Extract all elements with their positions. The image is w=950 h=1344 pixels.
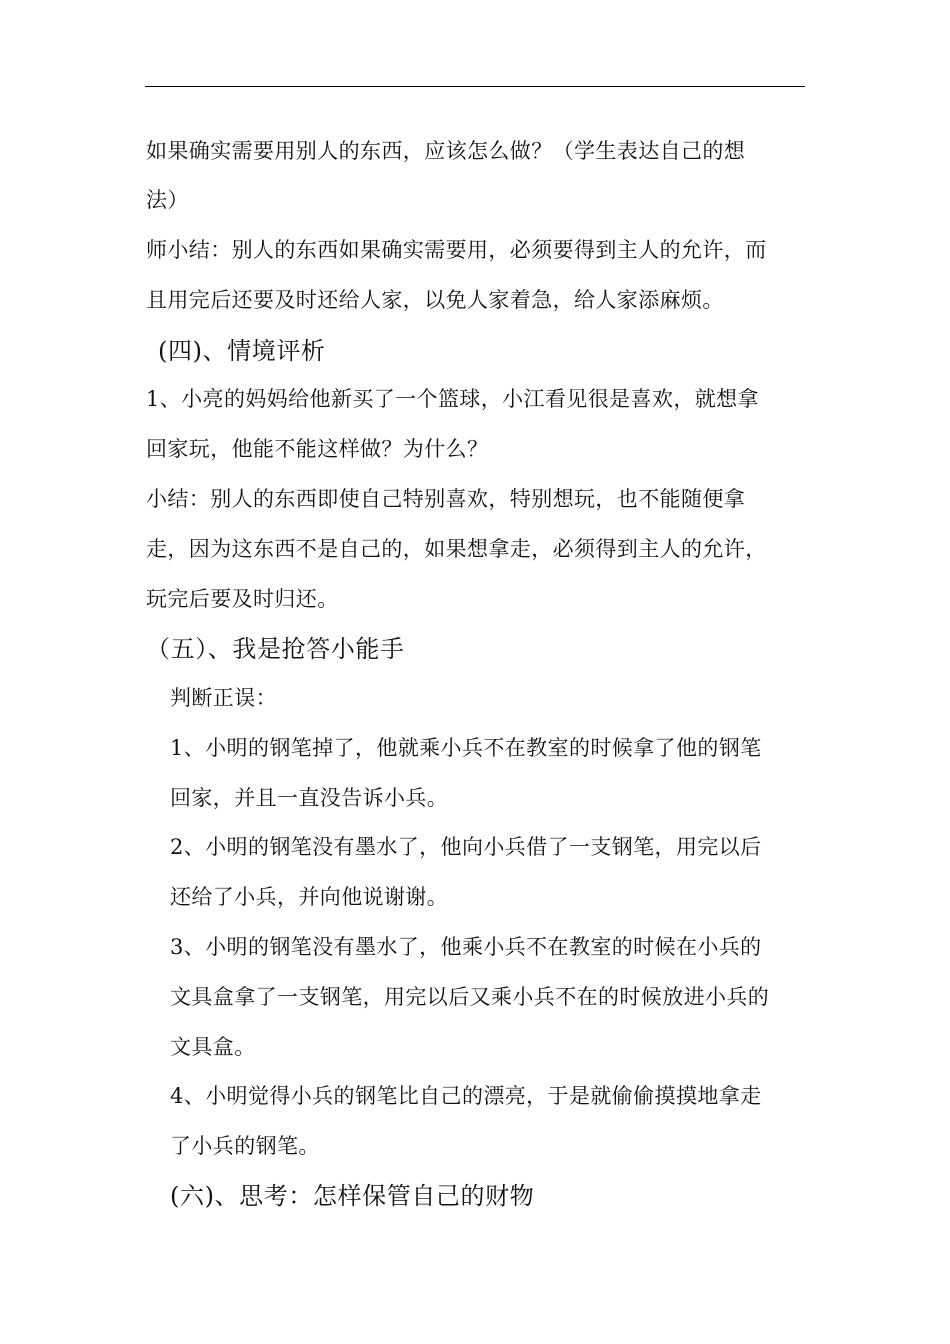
section-heading-5: （五）、我是抢答小能手: [146, 635, 405, 663]
text-line: 3、小明的钢笔没有墨水了，他乘小兵不在教室的时候在小兵的: [170, 935, 762, 959]
text-line: 回家，并且一直没告诉小兵。: [170, 786, 449, 810]
section-heading-4: (四)、情境评析: [158, 337, 326, 365]
text-line: 走，因为这东西不是自己的，如果想拿走，必须得到主人的允许，: [146, 537, 767, 561]
text-line: 1、小明的钢笔掉了，他就乘小兵不在教室的时候拿了他的钢笔: [170, 736, 762, 760]
text-line: 1、小亮的妈妈给他新买了一个篮球，小江看见很是喜欢，就想拿: [146, 387, 759, 411]
text-line: 小结：别人的东西即使自己特别喜欢，特别想玩，也不能随便拿: [146, 487, 746, 511]
text-line: 玩完后要及时归还。: [146, 587, 339, 611]
text-line: 文具盒拿了一支钢笔，用完以后又乘小兵不在的时候放进小兵的: [170, 985, 770, 1009]
text-line: 回家玩，他能不能这样做？为什么？: [146, 437, 489, 461]
text-line: 文具盒。: [170, 1035, 256, 1059]
header-rule: [145, 86, 805, 87]
text-line: 如果确实需要用别人的东西，应该怎么做？（学生表达自己的想: [146, 139, 746, 163]
judge-label: 判断正误：: [170, 686, 277, 710]
text-line: 4、小明觉得小兵的钢笔比自己的漂亮，于是就偷偷摸摸地拿走: [170, 1084, 762, 1108]
text-line: 还给了小兵，并向他说谢谢。: [170, 885, 449, 909]
text-line: 了小兵的钢笔。: [170, 1134, 320, 1158]
text-line: 法）: [146, 188, 189, 212]
text-line: 师小结：别人的东西如果确实需要用，必须要得到主人的允许，而: [146, 238, 767, 262]
text-line: 且用完后还要及时还给人家，以免人家着急，给人家添麻烦。: [146, 288, 724, 312]
text-line: 2、小明的钢笔没有墨水了，他向小兵借了一支钢笔，用完以后: [170, 835, 762, 859]
section-heading-6: (六)、思考：怎样保管自己的财物: [170, 1182, 535, 1210]
